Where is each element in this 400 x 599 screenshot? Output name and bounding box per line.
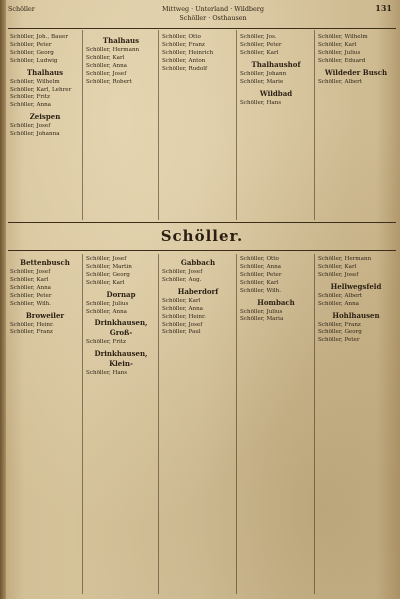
section-title: Hohlhausen <box>332 310 380 320</box>
top-column-2 <box>86 34 156 220</box>
list-entry: Schöller, Otto <box>240 256 279 262</box>
list-entry: Schöller, Wilh. <box>10 300 52 307</box>
section-title: Gabbach <box>180 258 216 267</box>
list-entry: Schöller, Karl <box>318 41 357 48</box>
list-entry: Schöller, Franz <box>318 321 361 328</box>
section-title: Hellwegsfeld <box>330 281 382 291</box>
list-entry: Schöller, Fritz <box>86 339 126 346</box>
list-entry: Schöller, Josef <box>162 269 203 275</box>
list-entry: Schöller, Ludwig <box>10 57 58 64</box>
bottom-column-1 <box>10 256 80 594</box>
list-entry: Schöller, Anna <box>318 300 360 307</box>
bottom-column-4 <box>240 256 312 594</box>
list-entry: Schöller, Hans <box>86 370 128 377</box>
list-entry: Schöller, Josef <box>86 256 127 262</box>
list-entry: Schöller, Peter <box>240 41 282 48</box>
list-entry: Schöller, Hermann <box>86 47 140 53</box>
list-entry: Schöller, Hermann <box>318 256 372 262</box>
list-entry: Schöller, Wilhelm <box>318 34 368 40</box>
page-header <box>8 4 396 29</box>
section-divider <box>8 250 396 251</box>
column-rule <box>236 30 237 220</box>
section-title: Hombach <box>257 297 295 307</box>
top-column-1 <box>10 34 80 220</box>
list-entry: Schöller, Rudolf <box>162 65 208 72</box>
list-entry: Schöller, Georg <box>10 49 54 56</box>
section-title: Broweiler <box>25 310 65 320</box>
list-entry: Schöller, Karl <box>86 54 125 61</box>
header-center-line1: Mittweg · Unterland · Wildberg <box>162 5 264 13</box>
section-title: Haberdorf <box>177 286 219 296</box>
column-rule <box>314 30 315 220</box>
list-entry: Schöller, Josef <box>162 321 203 328</box>
list-entry: Schöller, Karl, Lehrer <box>10 86 72 93</box>
list-entry: Schöller, Anna <box>10 102 52 109</box>
list-entry: Schöller, Karl <box>240 49 279 56</box>
list-entry: Schöller, Karl <box>318 263 357 270</box>
top-column-3 <box>162 34 234 220</box>
section-title: Wildeder Busch <box>324 67 388 77</box>
section-title: Drinkhausen, Groß- <box>94 318 148 338</box>
column-rule <box>314 254 315 594</box>
list-entry: Schöller, Albert <box>318 78 363 85</box>
list-entry: Schöller, Karl <box>240 279 279 286</box>
list-entry: Schöller, Hans <box>240 99 282 106</box>
section-title: Bettenbusch <box>20 258 70 267</box>
list-entry: Schöller, Josef <box>10 123 51 130</box>
list-entry: Schöller, Franz <box>10 329 53 336</box>
section-title: Drinkhausen, Klein- <box>94 349 148 369</box>
list-entry: Schöller, Martin <box>86 263 132 270</box>
list-entry: Schöller, Otto <box>162 34 201 40</box>
list-entry: Schöller, Julius <box>86 300 129 307</box>
bottom-column-5 <box>318 256 394 594</box>
list-entry: Schöller, Karl <box>162 297 201 304</box>
bottom-column-3 <box>162 256 234 594</box>
list-entry: Schöller, Karl <box>86 279 125 286</box>
list-entry: Schöller, Anna <box>240 263 282 270</box>
list-entry: Schöller, Josef <box>86 70 127 77</box>
list-entry: Schöller, Maria <box>240 316 284 323</box>
list-entry: Schöller, Jos. <box>240 34 277 40</box>
list-entry: Schöller, Anna <box>86 308 128 315</box>
list-entry: Schöller, Paul <box>162 329 201 336</box>
section-divider <box>8 222 396 223</box>
column-rule <box>236 254 237 594</box>
list-entry: Schöller, Peter <box>10 292 52 299</box>
header-left: Schöller <box>8 5 35 13</box>
list-entry: Schöller, Peter <box>318 337 360 344</box>
bottom-column-2 <box>86 256 156 594</box>
list-entry: Schöller, Franz <box>162 41 205 48</box>
list-entry: Schöller, Karl <box>10 276 49 283</box>
list-entry: Schöller, Heinrich <box>162 49 214 56</box>
column-rule <box>158 254 159 594</box>
section-title: Zeispen <box>29 112 61 122</box>
main-heading: Schöller. <box>160 227 244 245</box>
list-entry: Schöller, Julius <box>240 308 283 315</box>
list-entry: Schöller, Robert <box>86 78 132 85</box>
list-entry: Schöller, Marie <box>240 78 284 85</box>
list-entry: Schöller, Johann <box>240 70 287 77</box>
top-column-4 <box>240 34 312 220</box>
section-title: Thalhaus <box>26 67 64 77</box>
list-entry: Schöller, Julius <box>318 49 361 56</box>
list-entry: Schöller, Peter <box>10 41 52 48</box>
list-entry: Schöller, Anton <box>162 57 206 64</box>
section-title: Thalhaushof <box>251 59 301 69</box>
list-entry: Schöller, Josef <box>318 271 359 278</box>
list-entry: Schöller, Georg <box>318 329 362 336</box>
list-entry: Schöller, Anna <box>10 284 52 291</box>
list-entry: Schöller, Albert <box>318 292 363 299</box>
list-entry: Schöller, Peter <box>240 271 282 278</box>
page-number: 131 <box>375 3 392 13</box>
list-entry: Schöller, Heinr. <box>10 321 54 328</box>
list-entry: Schöller, Joh., Bauer <box>10 34 69 40</box>
list-entry: Schöller, Wilhelm <box>10 78 60 85</box>
list-entry: Schöller, Anna <box>162 305 204 312</box>
top-column-5 <box>318 34 394 220</box>
section-title: Dornap <box>106 289 136 299</box>
list-entry: Schöller, Heinr. <box>162 313 206 320</box>
list-entry: Schöller, Fritz <box>10 94 50 101</box>
book-spine <box>0 0 6 599</box>
list-entry: Schöller, Johanna <box>10 131 60 138</box>
list-entry: Schöller, Josef <box>10 269 51 275</box>
list-entry: Schöller, Eduard <box>318 57 366 64</box>
list-entry: Schöller, Anna <box>86 62 128 69</box>
list-entry: Schöller, Georg <box>86 271 130 278</box>
column-rule <box>82 30 83 220</box>
column-rule <box>82 254 83 594</box>
list-entry: Schöller, Aug. <box>162 276 202 283</box>
header-center-line2: Schöller · Osthausen <box>179 14 247 22</box>
column-rule <box>158 30 159 220</box>
list-entry: Schöller, Wilh. <box>240 287 282 294</box>
section-title: Thalhaus <box>102 36 140 45</box>
section-title: Wildbad <box>259 88 293 98</box>
